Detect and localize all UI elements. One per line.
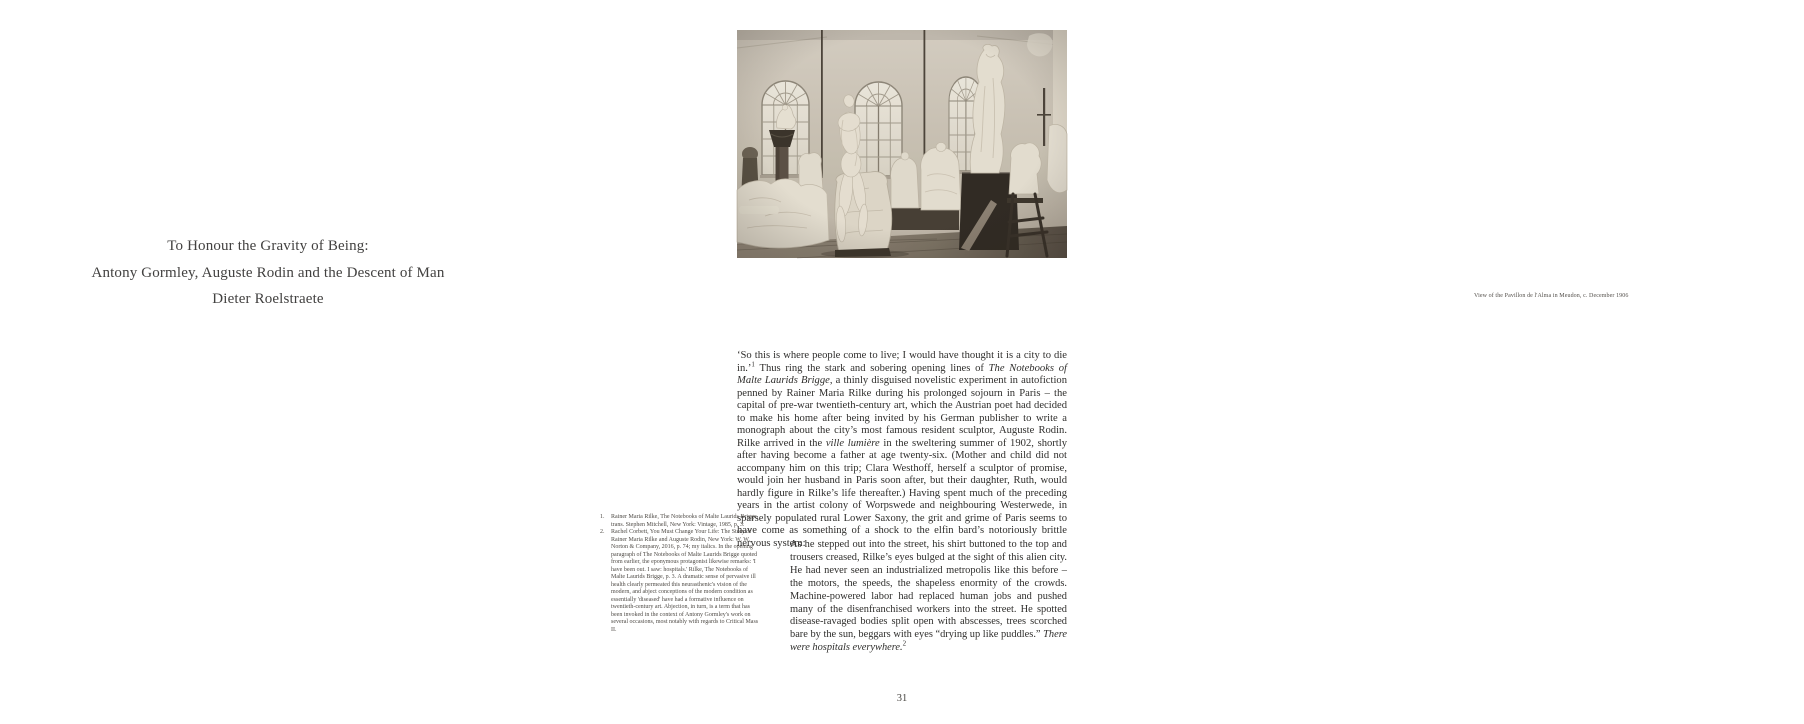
text-run: in the sweltering summer of 1902, shortly after having become a father at age twenty-six. (Mother and child did not accompany him on this trip; Clara Westhoff, herself a sculptor of promise, would join her husband in Paris soon after, but their daughter, Ruth, would hardly figure in Rilke’s life thereafter.) Having spent much of the preceding years in the artist colony of Worpswede and neighbouring Westerwede, in sparsely populated rural Lower Saxony, the grit and grime of Paris seems to have come as something of a shock to the elfin bard’s notoriously brittle nervous system:	[737, 437, 1067, 549]
footnote-text: Rainer Maria Rilke, The Notebooks of Malte Laurids Brigge, trans. Stephen Mitchell, New York: Vintage, 1985, p. 3.	[611, 514, 759, 528]
footnote-2	[600, 529, 759, 634]
essay-title-block	[38, 233, 498, 313]
studio-photograph	[737, 30, 1067, 258]
essay-title-line-2: Antony Gormley, Auguste Rodin and the Descent of Man	[91, 264, 445, 281]
body-paragraph	[737, 350, 1067, 550]
text-run: , a thinly disguised novelistic experiment in autofiction penned by Rainer Maria Rilke during his prolonged sojourn in Paris – the capital of pre-war twentieth-century art, which the Austrian poet had decided to make his home after being invited by his German publisher to write a monograph about the city’s most famous resident sculptor, Auguste Rodin. Rilke arrived in the	[737, 375, 1067, 449]
photo-caption: View of the Pavillon de l'Alma in Meudon, c. December 1906	[1474, 293, 1629, 299]
footnote-ref-1: 1	[751, 359, 755, 368]
text-run: Thus ring the stark and sobering opening lines of	[754, 362, 989, 374]
footnote-number: 2.	[600, 529, 605, 535]
text-run: ‘So this is where people come to live; I would have thought it is a city to die in.’	[737, 350, 1067, 374]
text-run: As he stepped out into the street, his shirt buttoned to the top and trousers creased, Rilke’s eyes bulged at the sight of this alien city. He had never seen an industrialized metropolis like this before – the motors, the speeds, the shapeless enormity of the crowds. Machine-powered labor had replaced human jobs and pushed many of the disenfranchised workers into the street. He spotted disease-ravaged bodies split open with abscesses, trees scorched bare by the sun, beggars with eyes “drying up like puddles.”	[790, 539, 1067, 641]
essay-title-line-1: To Honour the Gravity of Being:	[167, 238, 369, 254]
footnote-ref-2: 2	[902, 639, 907, 648]
page-number: 31	[896, 693, 908, 704]
block-quote	[790, 539, 1067, 655]
studio-photo-figure	[737, 30, 1629, 299]
essay-author: Dieter Roelstraete	[212, 291, 324, 307]
foreign-phrase-italic: ville lumière	[825, 437, 880, 449]
book-title-italic: The Notebooks of Malte Laurids Brigge	[737, 362, 1067, 386]
footnotes-block	[600, 514, 759, 634]
footnote-text: Rachel Corbett, You Must Change Your Life: The Story of Rainer Maria Rilke and Auguste Rodin, New York: W. W. Norton & Company, 2016, p. 74; my italics. In the opening paragraph of The Notebooks of Malte Laurids Brigge quoted from earlier, the eponymous protagonist likewise remarks: 'I have been out. I saw: hospitals.' Rilke, The Notebooks of Malte Laurids Brigge, p. 3. A dramatic sense of pervasive ill health clearly permeated this neurasthenic's vision of the modern, and abject conceptions of the modern condition as essentially 'diseased' have had a formative influence on twentieth-century art. Abjection, in turn, is a term that has been invoked in the context of Antony Gormley's work on several occasions, most notably with regards to Critical Mass II.	[611, 529, 759, 633]
footnote-1	[600, 514, 759, 529]
footnote-number: 1.	[600, 514, 605, 520]
quote-italic-run: There were hospitals everywhere.	[790, 629, 1067, 654]
